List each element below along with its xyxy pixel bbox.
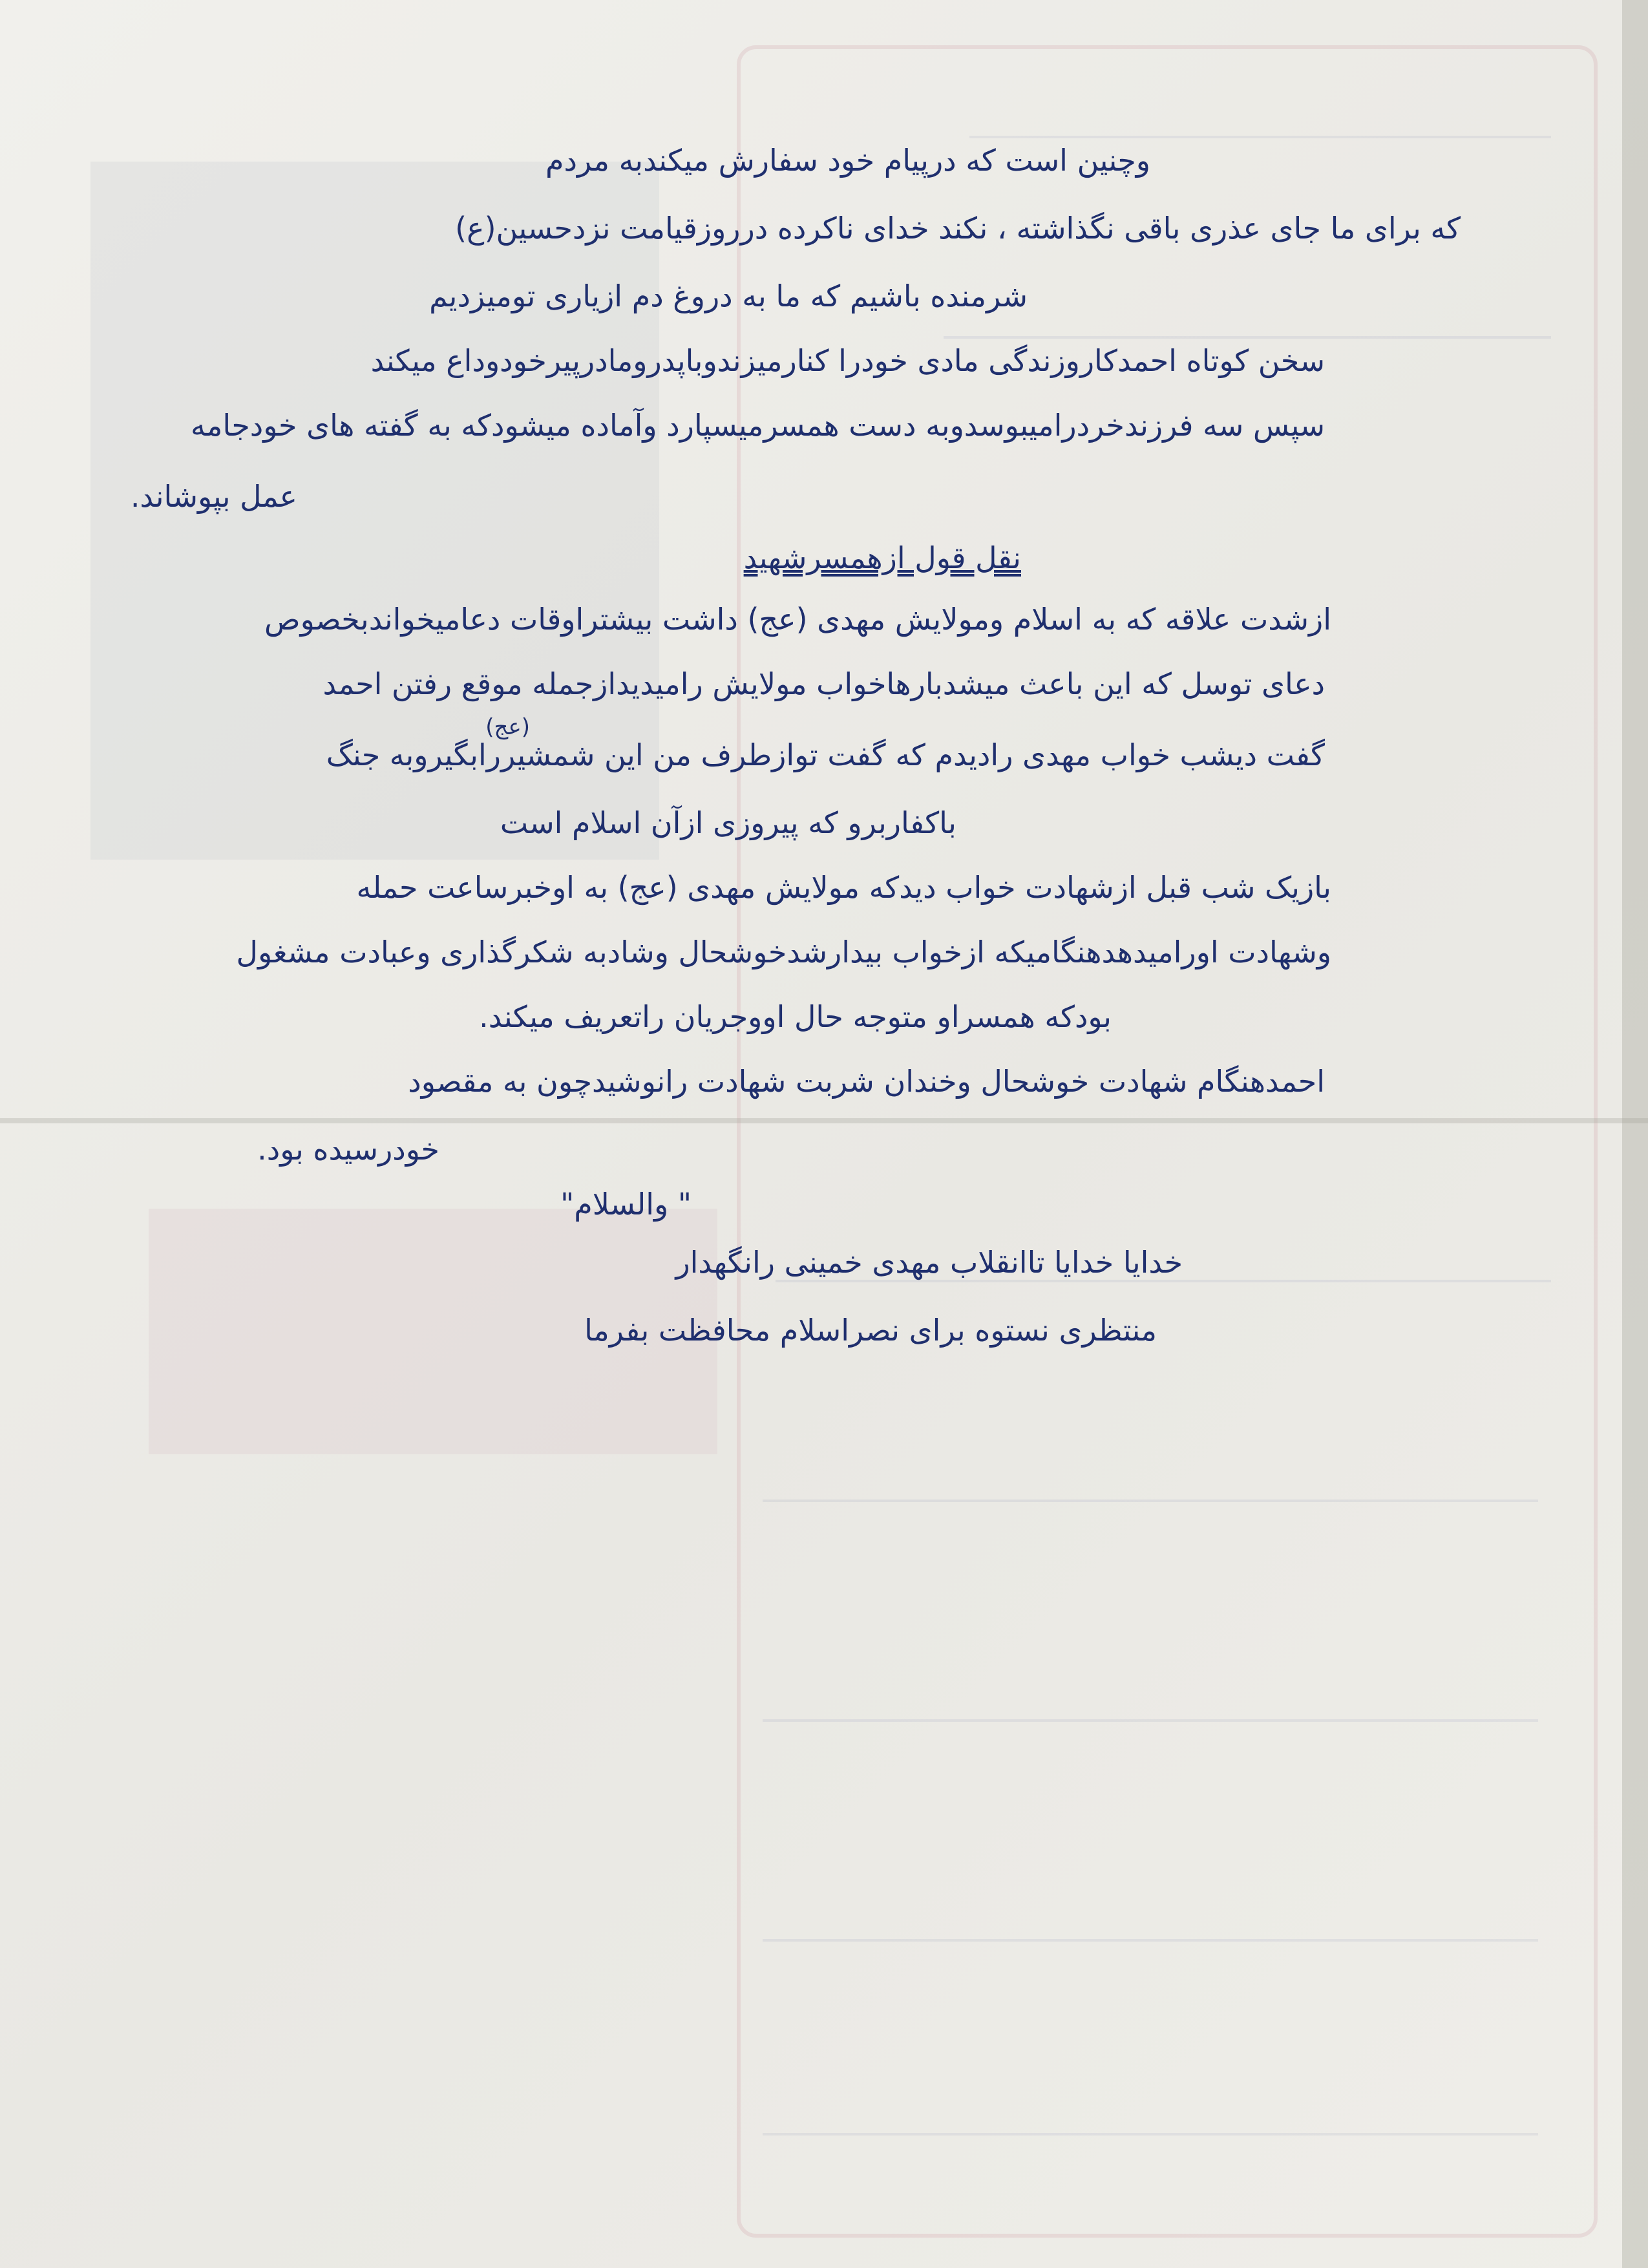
letter-line-4: سخن کوتاه احمدکاروزندگی مادی خودرا کنارمیزندوباپدرومادرپیرخودوداع میکند <box>370 343 1325 378</box>
paper-edge <box>1622 0 1648 2268</box>
show-through-line <box>776 1280 1551 1282</box>
inline-note: (عج) <box>485 714 530 740</box>
show-through-line <box>763 2133 1538 2136</box>
letter-line-8: ازشدت علاقه که به اسلام ومولایش مهدی (عج) داشت بیشتراوقات دعامیخواندبخصوص <box>264 602 1331 637</box>
prayer-line-2: منتظری نستوه برای نصراسلام محافظت بفرما <box>584 1313 1157 1348</box>
show-through-line <box>763 1939 1538 1942</box>
show-through-line <box>763 1500 1538 1502</box>
letter-line-15: احمدهنگام شهادت خوشحال وخندان شربت شهادت رانوشیدچون به مقصود <box>408 1064 1325 1099</box>
letter-line-11: باکفاربرو که پیروزی ازآن اسلام است <box>500 805 956 840</box>
letter-line-1: وچنین است که درپیام خود سفارش میکندبه مردم <box>545 143 1150 178</box>
show-through-line <box>969 136 1551 138</box>
prayer-line-1: خدایا خدایا تاانقلاب مهدی خمینی رانگهدار <box>675 1245 1183 1280</box>
letter-line-5: سپس سه فرزندخردرامیبوسدوبه دست همسرمیسپارد وآماده میشودکه به گفته های خودجامه <box>191 408 1325 443</box>
letter-line-16: خودرسیده بود. <box>257 1132 439 1167</box>
letter-line-3: شرمنده باشیم که ما به دروغ دم ازیاری تومیزدیم <box>429 279 1028 313</box>
letter-line-13: وشهادت اورامیدهدهنگامیکه ازخواب بیدارشدخوشحال وشادبه شکرگذاری وعبادت مشغول <box>236 935 1331 970</box>
paper-fold <box>0 1118 1648 1123</box>
letter-line-14: بودکه همسراو متوجه حال اووجریان راتعریف میکند. <box>479 999 1112 1034</box>
letter-line-9: دعای توسل که این باعث میشدبارهاخواب مولایش رامیدیدازجمله موقع رفتن احمد <box>322 666 1325 701</box>
letter-line-6: عمل بپوشاند. <box>130 479 297 514</box>
section-heading: نقل قول ازهمسرشهید <box>743 540 1021 575</box>
show-through-line <box>944 336 1551 339</box>
closing-salutation: " والسلام" <box>560 1187 692 1222</box>
letter-line-12: بازیک شب قبل ازشهادت خواب دیدکه مولایش مهدی (عج) به اوخبرساعت حمله <box>356 870 1331 905</box>
show-through-line <box>763 1719 1538 1722</box>
letter-line-10: گفت دیشب خواب مهدی رادیدم که گفت توازطرف من این شمشیررابگیروبه جنگ <box>326 737 1325 772</box>
letter-line-2: که برای ما جای عذری باقی نگذاشته ، نکند خدای ناکرده درروزقیامت نزدحسین(ع) <box>455 211 1461 246</box>
